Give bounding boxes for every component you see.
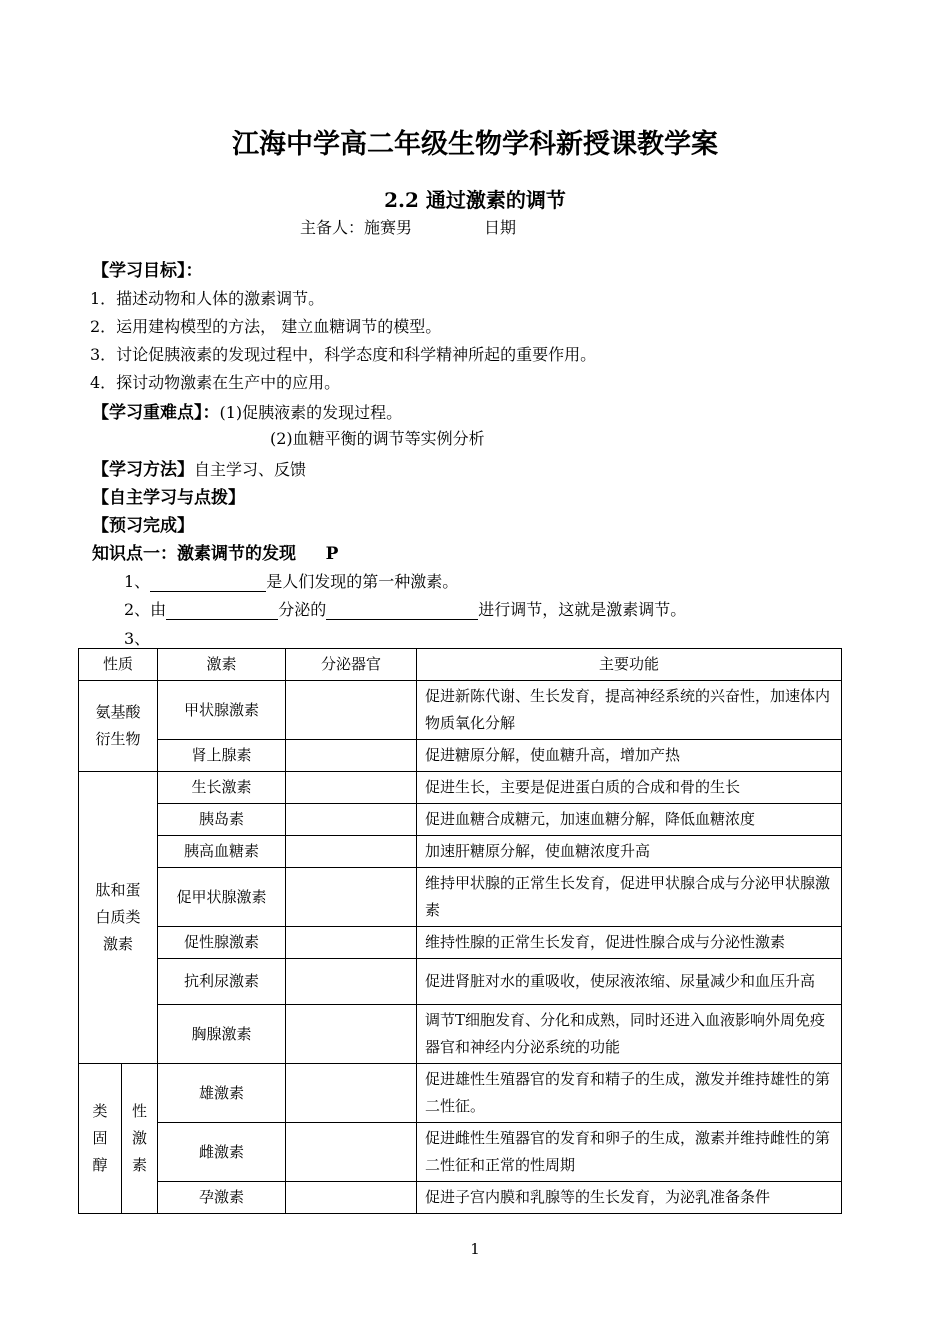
organ-cell[interactable] [286, 836, 417, 868]
hormone-cell: 促性腺激素 [158, 927, 286, 959]
table-header-row [79, 649, 842, 681]
page-title: 江海中学高二年级生物学科新授课教学案 [232, 129, 718, 160]
organ-cell[interactable] [286, 1005, 417, 1064]
method-heading: 【学习方法】 [92, 460, 194, 480]
column-header: 性质 [79, 649, 158, 681]
hormone-table [78, 648, 842, 1214]
table-row [79, 1005, 842, 1064]
keypoints-heading: 【学习重难点】： [92, 403, 220, 423]
table-row [79, 804, 842, 836]
question-text: 分泌的 [278, 600, 327, 619]
answer-blank[interactable] [166, 601, 278, 620]
hormone-cell: 抗利尿激素 [158, 959, 286, 1005]
function-cell: 维持性腺的正常生长发育，促进性腺合成与分泌性激素 [417, 927, 842, 959]
table-row [79, 868, 842, 927]
question-text: 进行调节，这就是激素调节。 [478, 600, 687, 619]
hormone-cell: 肾上腺素 [158, 740, 286, 772]
organ-cell[interactable] [286, 959, 417, 1005]
keypoints-line [92, 398, 402, 423]
table-row [79, 1064, 842, 1123]
keypoint-item: (2)血糖平衡的调节等实例分析 [270, 429, 485, 448]
organ-cell[interactable] [286, 804, 417, 836]
answer-blank[interactable] [326, 601, 478, 620]
page-number: 1 [470, 1240, 480, 1258]
function-cell: 促进新陈代谢、生长发育，提高神经系统的兴奋性，加速体内物质氧化分解 [417, 681, 842, 740]
question-3: 3、 [124, 629, 151, 648]
function-cell: 促进生长，主要是促进蛋白质的合成和骨的生长 [417, 772, 842, 804]
objective-item: 2．运用建构模型的方法， 建立血糖调节的模型。 [90, 317, 442, 336]
function-cell: 促进肾脏对水的重吸收，使尿液浓缩、尿量减少和血压升高 [417, 959, 842, 1005]
author-line [300, 215, 516, 238]
function-cell: 调节T细胞发育、分化和成熟，同时还进入血液影响外周免疫器官和神经内分泌系统的功能 [417, 1005, 842, 1064]
question-text: 是人们发现的第一种激素。 [266, 572, 459, 591]
method-text: 自主学习、反馈 [194, 460, 307, 479]
function-cell: 促进雄性生殖器官的发育和精子的生成，激发并维持雄性的第二性征。 [417, 1064, 842, 1123]
subcategory-cell: 性激素 [122, 1064, 158, 1214]
hormone-cell: 胰岛素 [158, 804, 286, 836]
hormone-cell: 促甲状腺激素 [158, 868, 286, 927]
table-row [79, 836, 842, 868]
organ-cell[interactable] [286, 1182, 417, 1214]
column-header: 主要功能 [417, 649, 842, 681]
hormone-cell: 甲状腺激素 [158, 681, 286, 740]
knowledge-point-heading: 知识点一：激素调节的发现 P [92, 544, 339, 564]
date-label: 日期 [484, 218, 517, 237]
function-cell: 维持甲状腺的正常生长发育，促进甲状腺合成与分泌甲状腺激素 [417, 868, 842, 927]
hormone-cell: 孕激素 [158, 1182, 286, 1214]
answer-blank[interactable] [150, 573, 266, 592]
table-row [79, 681, 842, 740]
keypoint-item: (1)促胰液素的发现过程。 [219, 403, 403, 422]
question-number: 1、 [124, 572, 151, 591]
organ-cell[interactable] [286, 927, 417, 959]
category-cell: 类固醇 [79, 1064, 122, 1214]
table-row [79, 959, 842, 1005]
function-cell: 促进血糖合成糖元，加速血糖分解，降低血糖浓度 [417, 804, 842, 836]
question-2 [124, 597, 686, 620]
objectives-heading: 【学习目标】： [92, 261, 203, 281]
objective-item: 1．描述动物和人体的激素调节。 [90, 289, 325, 308]
organ-cell[interactable] [286, 772, 417, 804]
category-cell: 氨基酸衍生物 [79, 681, 158, 772]
function-cell: 促进雌性生殖器官的发育和卵子的生成，激素并维持雌性的第二性征和正常的性周期 [417, 1123, 842, 1182]
table-row [79, 1182, 842, 1214]
organ-cell[interactable] [286, 1064, 417, 1123]
table-row [79, 1123, 842, 1182]
preview-heading: 【预习完成】 [92, 516, 194, 536]
column-header: 分泌器官 [286, 649, 417, 681]
hormone-cell: 雄激素 [158, 1064, 286, 1123]
hormone-cell: 生长激素 [158, 772, 286, 804]
column-header: 激素 [158, 649, 286, 681]
table-row [79, 927, 842, 959]
hormone-cell: 胸腺激素 [158, 1005, 286, 1064]
objective-item: 4．探讨动物激素在生产中的应用。 [90, 373, 341, 392]
self-study-heading: 【自主学习与点拨】 [92, 488, 245, 508]
hormone-cell: 胰高血糖素 [158, 836, 286, 868]
category-cell: 肽和蛋白质类激素 [79, 772, 158, 1064]
organ-cell[interactable] [286, 1123, 417, 1182]
table-row [79, 740, 842, 772]
hormone-cell: 雌激素 [158, 1123, 286, 1182]
lesson-subtitle: 2.2 通过激素的调节 [384, 188, 566, 212]
organ-cell[interactable] [286, 681, 417, 740]
organ-cell[interactable] [286, 740, 417, 772]
table-row [79, 772, 842, 804]
organ-cell[interactable] [286, 868, 417, 927]
objective-item: 3．讨论促胰液素的发现过程中，科学态度和科学精神所起的重要作用。 [90, 345, 597, 364]
function-cell: 促进糖原分解，使血糖升高，增加产热 [417, 740, 842, 772]
method-line [92, 455, 306, 480]
function-cell: 促进子宫内膜和乳腺等的生长发育，为泌乳准备条件 [417, 1182, 842, 1214]
function-cell: 加速肝糖原分解，使血糖浓度升高 [417, 836, 842, 868]
question-1 [124, 569, 458, 592]
author: 主备人：施赛男 [300, 218, 413, 237]
question-text: 2、由 [124, 600, 167, 619]
